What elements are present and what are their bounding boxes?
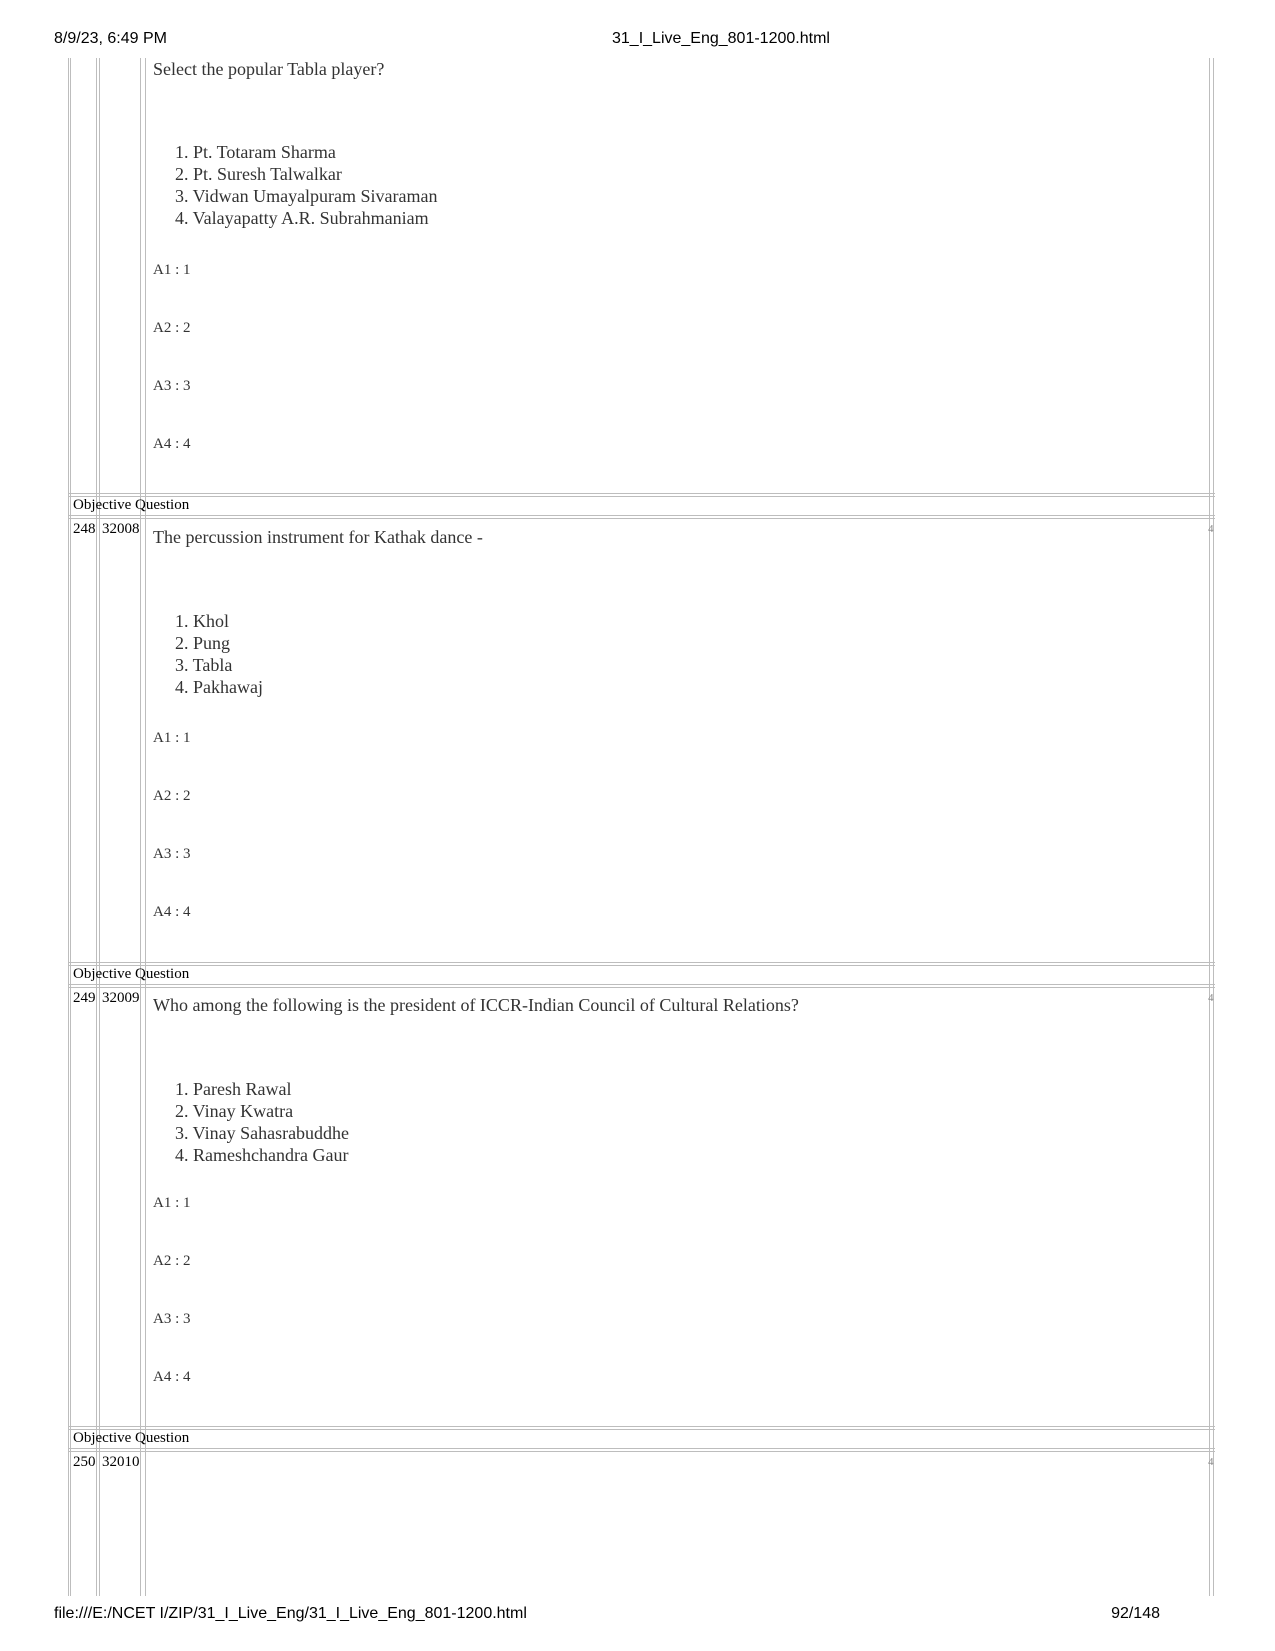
question-text: Select the popular Tabla player? (153, 59, 385, 79)
print-page-number: 92/148 (1111, 1605, 1160, 1622)
answer-item: A4 : 4 (153, 436, 191, 452)
option-list (175, 1078, 349, 1166)
answer-list (153, 730, 191, 962)
question-code: 32010 (102, 1454, 140, 1470)
question-index: 250 (73, 1454, 96, 1470)
option-item: 1. Pt. Totaram Sharma (175, 142, 336, 162)
question-text: Who among the following is the president of ICCR-Indian Council of Cultural Relations? (153, 995, 799, 1015)
answer-item: A2 : 2 (153, 788, 191, 804)
section-label: Objective Question (73, 497, 190, 513)
answer-item: A1 : 1 (153, 262, 191, 278)
option-item: 4. Pakhawaj (175, 677, 263, 697)
edge-tick: 4 (1208, 992, 1214, 1004)
option-item: 2. Pung (175, 633, 231, 653)
option-item: 2. Vinay Kwatra (175, 1101, 294, 1121)
answer-item: A4 : 4 (153, 1369, 191, 1385)
print-header (0, 30, 1275, 50)
answer-item: A2 : 2 (153, 1253, 191, 1269)
print-file-title: 31_I_Live_Eng_801-1200.html (612, 30, 830, 47)
question-index: 248 (73, 521, 96, 537)
answer-item: A3 : 3 (153, 378, 191, 394)
answer-list (153, 262, 191, 494)
option-item: 4. Rameshchandra Gaur (175, 1145, 349, 1165)
question-text: The percussion instrument for Kathak dance - (153, 527, 483, 547)
print-file-path: file:///E:/NCET I/ZIP/31_I_Live_Eng/31_I_Live_Eng_801-1200.html (54, 1605, 527, 1622)
answer-item: A3 : 3 (153, 846, 191, 862)
answer-item: A1 : 1 (153, 1195, 191, 1211)
option-list (175, 141, 438, 229)
question-code: 32009 (102, 990, 140, 1006)
option-item: 3. Vidwan Umayalpuram Sivaraman (175, 186, 438, 206)
section-label: Objective Question (73, 1430, 190, 1446)
answer-item: A3 : 3 (153, 1311, 191, 1327)
option-item: 1. Khol (175, 611, 229, 631)
answer-list (153, 1195, 191, 1427)
option-list (175, 610, 263, 698)
edge-tick: 4 (1208, 523, 1214, 535)
print-datetime: 8/9/23, 6:49 PM (54, 30, 167, 47)
option-item: 4. Valayapatty A.R. Subrahmaniam (175, 208, 429, 228)
answer-item: A4 : 4 (153, 904, 191, 920)
section-label: Objective Question (73, 966, 190, 982)
option-item: 2. Pt. Suresh Talwalkar (175, 164, 342, 184)
answer-item: A2 : 2 (153, 320, 191, 336)
option-item: 3. Tabla (175, 655, 233, 675)
question-code: 32008 (102, 521, 140, 537)
option-item: 1. Paresh Rawal (175, 1079, 292, 1099)
print-footer (0, 1605, 1275, 1625)
question-index: 249 (73, 990, 96, 1006)
answer-item: A1 : 1 (153, 730, 191, 746)
option-item: 3. Vinay Sahasrabuddhe (175, 1123, 350, 1143)
edge-tick: 4 (1208, 1456, 1214, 1468)
